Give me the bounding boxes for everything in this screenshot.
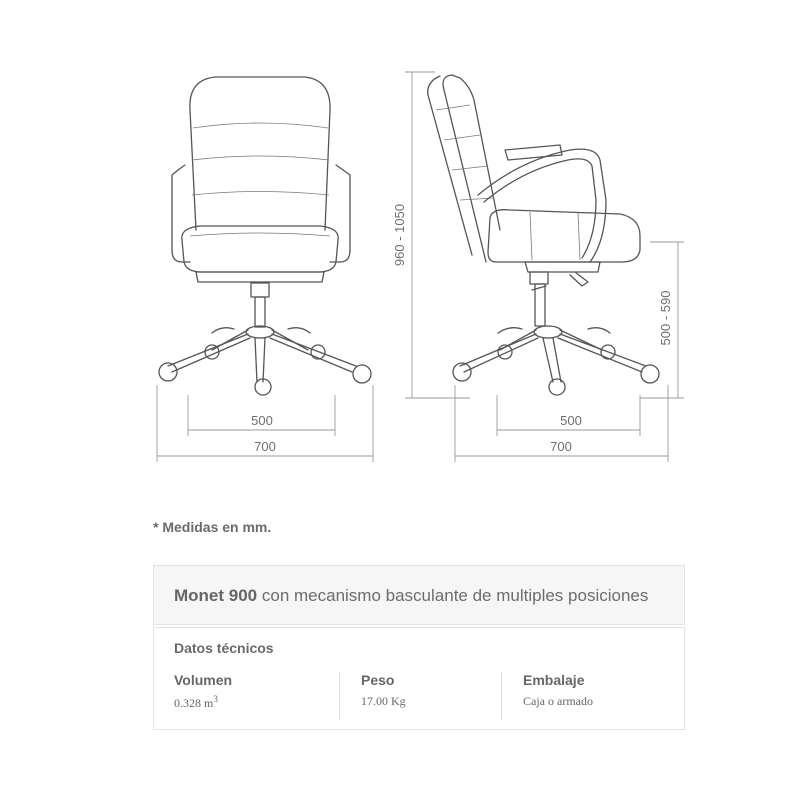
- total-height-label: 960 - 1050: [392, 203, 407, 267]
- measurement-footnote: * Medidas en mm.: [153, 519, 272, 535]
- spec-panel: [153, 565, 685, 730]
- side-outer-width-label: 700: [550, 439, 572, 454]
- front-outer-width-label: 700: [254, 439, 276, 454]
- side-view-chair: [428, 75, 659, 395]
- spec-weight-value: 17.00 Kg: [361, 694, 406, 708]
- side-inner-width-label: 500: [560, 413, 582, 428]
- spec-volume-value: 0.328 $m^3$: [174, 694, 218, 710]
- product-heading: [174, 586, 648, 606]
- product-header: [153, 565, 685, 625]
- spec-packaging-value: Caja o armado: [523, 694, 593, 708]
- technical-data-title: Datos técnicos: [174, 640, 274, 656]
- front-inner-width-label: 500: [251, 413, 273, 428]
- product-name: Monet 900: [174, 586, 258, 605]
- spec-volume-label: Volumen: [174, 672, 233, 688]
- side-dimension-lines: [405, 72, 684, 462]
- spec-volume: [174, 672, 232, 718]
- product-description: con mecanismo basculante de multiples posiciones: [261, 586, 649, 605]
- spec-weight: [361, 672, 406, 718]
- seat-height-label: 500 - 590: [658, 290, 673, 346]
- column-divider: [501, 672, 502, 720]
- front-view-chair: [159, 77, 371, 395]
- column-divider: [339, 672, 340, 720]
- technical-data: [153, 627, 685, 730]
- spec-packaging: [523, 672, 593, 718]
- spec-weight-label: Peso: [361, 672, 395, 688]
- spec-packaging-label: Embalaje: [523, 672, 585, 688]
